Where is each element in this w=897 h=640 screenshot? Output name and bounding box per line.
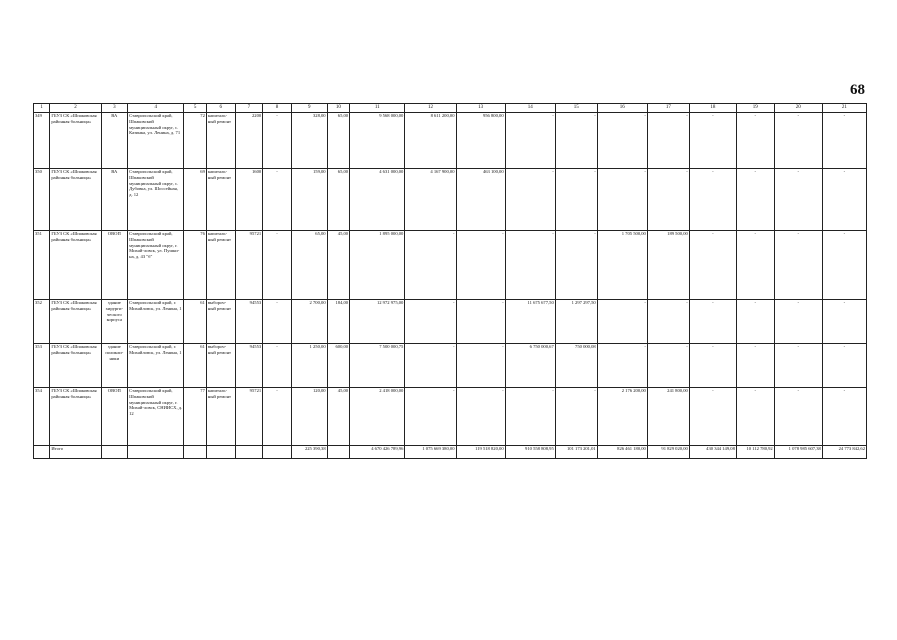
column-header: 18	[689, 104, 736, 113]
table-cell: -	[736, 344, 774, 388]
table-cell: выбороч-ный ремонт	[206, 300, 235, 344]
table-cell: 2200	[235, 113, 263, 169]
column-header: 19	[736, 104, 774, 113]
column-header: 12	[405, 104, 456, 113]
table-cell: Ставропольский край, г. Михайловск, ул. Ленина, 1	[128, 300, 184, 344]
table-cell: -	[647, 300, 689, 344]
table-cell: 4 167 900,00	[405, 169, 456, 231]
table-cell: 1 705 500,00	[597, 231, 647, 300]
table-body	[34, 104, 867, 459]
table-cell: капиталь-ный ремонт	[206, 113, 235, 169]
total-cell: 1 075 669 380,00	[405, 446, 456, 459]
total-cell: 91 829 020,00	[647, 446, 689, 459]
table-cell: -	[774, 231, 822, 300]
table-cell: 184,00	[327, 300, 350, 344]
table-cell: 750 000,08	[555, 344, 597, 388]
table-cell: -	[405, 388, 456, 446]
table-cell: 9 568 000,00	[350, 113, 405, 169]
table-cell: 6 750 000,67	[505, 344, 555, 388]
total-cell	[327, 446, 350, 459]
table-row	[34, 231, 867, 300]
table-cell: 353	[34, 344, 50, 388]
table-cell: здание хирурги-ческого корпуса	[101, 300, 128, 344]
total-label: Итого	[50, 446, 101, 459]
table-cell: 45,00	[327, 231, 350, 300]
table-cell: -	[456, 300, 505, 344]
total-cell: 1 078 985 607,38	[774, 446, 822, 459]
table-cell: 72	[184, 113, 207, 169]
table-cell: -	[774, 169, 822, 231]
table-cell: 76	[184, 231, 207, 300]
table-cell: 65,00	[327, 113, 350, 169]
table-cell: -	[689, 344, 736, 388]
table-row	[34, 300, 867, 344]
total-cell	[184, 446, 207, 459]
table-cell: капиталь-ный ремонт	[206, 388, 235, 446]
table-cell: ГБУЗ СК «Шпаковская районная больница»	[50, 231, 101, 300]
table-cell: 2 176 200,00	[597, 388, 647, 446]
total-cell: 225 390,38	[291, 446, 327, 459]
column-header: 14	[505, 104, 555, 113]
table-cell: 45,00	[327, 388, 350, 446]
table-cell: капиталь-ный ремонт	[206, 169, 235, 231]
table-cell: 328,00	[291, 113, 327, 169]
total-cell: 826 461 180,00	[597, 446, 647, 459]
column-header: 1	[34, 104, 50, 113]
table-cell: -	[505, 169, 555, 231]
table-cell: -	[822, 231, 866, 300]
total-cell: 101 173 201,01	[555, 446, 597, 459]
header-row	[34, 104, 867, 113]
table-cell: -	[822, 344, 866, 388]
total-cell: 119 518 820,00	[456, 446, 505, 459]
table-cell: 1600	[235, 169, 263, 231]
total-cell	[206, 446, 235, 459]
table-cell: 352	[34, 300, 50, 344]
total-cell: 24 773 842,62	[822, 446, 866, 459]
total-cell: 910 558 808,95	[505, 446, 555, 459]
total-cell	[34, 446, 50, 459]
table-cell: ГБУЗ СК «Шпаковская районная больница»	[50, 300, 101, 344]
table-cell: -	[263, 113, 292, 169]
table-cell: -	[263, 300, 292, 344]
table-cell: 11 675 677,50	[505, 300, 555, 344]
column-header: 8	[263, 104, 292, 113]
total-cell	[101, 446, 128, 459]
table-cell: -	[647, 113, 689, 169]
table-row	[34, 169, 867, 231]
table-cell: 956 800,00	[456, 113, 505, 169]
table-cell: 189 500,00	[647, 231, 689, 300]
table-cell: 120,00	[291, 388, 327, 446]
table-cell: -	[822, 300, 866, 344]
table-cell: 463 100,00	[456, 169, 505, 231]
table-cell: 94553	[235, 344, 263, 388]
table-cell: 241 800,00	[647, 388, 689, 446]
table-cell: -	[736, 169, 774, 231]
table-row	[34, 388, 867, 446]
table-cell: -	[597, 344, 647, 388]
table-cell: 8 611 200,00	[405, 113, 456, 169]
table-cell: -	[405, 300, 456, 344]
table-cell: здание поликли-ники	[101, 344, 128, 388]
column-header: 3	[101, 104, 128, 113]
table-cell: -	[405, 344, 456, 388]
table-cell: Ставропольский край, Шпаковский муниципальный округ, г. Михай-ловск, ул. Пушки-на, д. 43 "б"	[128, 231, 184, 300]
table-cell: -	[555, 113, 597, 169]
table-cell: -	[689, 388, 736, 446]
table-cell: -	[263, 169, 292, 231]
table-cell: -	[405, 231, 456, 300]
table-cell: -	[647, 169, 689, 231]
table-cell: -	[647, 344, 689, 388]
table-cell: -	[736, 388, 774, 446]
total-row	[34, 446, 867, 459]
table-cell: -	[736, 113, 774, 169]
total-cell	[235, 446, 263, 459]
table-cell: -	[597, 169, 647, 231]
table-cell: -	[456, 344, 505, 388]
column-header: 4	[128, 104, 184, 113]
table-cell: 61	[184, 300, 207, 344]
table-cell: -	[774, 388, 822, 446]
table-cell: -	[456, 388, 505, 446]
table-cell: -	[456, 231, 505, 300]
table-cell: 65,00	[291, 231, 327, 300]
table-cell: -	[555, 169, 597, 231]
table-cell: 350	[34, 169, 50, 231]
column-header: 6	[206, 104, 235, 113]
table-cell: 69	[184, 169, 207, 231]
column-header: 13	[456, 104, 505, 113]
total-cell	[263, 446, 292, 459]
table-cell: капиталь-ный ремонт	[206, 231, 235, 300]
table-cell: ОВОП	[101, 231, 128, 300]
table-cell: -	[555, 231, 597, 300]
table-cell: -	[505, 113, 555, 169]
table-cell: 94553	[235, 300, 263, 344]
column-header: 5	[184, 104, 207, 113]
total-cell	[128, 446, 184, 459]
table-cell: -	[822, 113, 866, 169]
table-cell: 65,00	[327, 169, 350, 231]
column-header: 20	[774, 104, 822, 113]
table-cell: -	[822, 169, 866, 231]
repair-program-table	[33, 103, 867, 459]
table-cell: 1 297 297,50	[555, 300, 597, 344]
table-cell: 354	[34, 388, 50, 446]
table-cell: Ставропольский край, Шпаковский муниципальный округ, г. Михай-ловск, СНИИСХ, д. 12	[128, 388, 184, 446]
table-cell: -	[689, 113, 736, 169]
table-cell: -	[689, 231, 736, 300]
table-cell: ГБУЗ СК «Шпаковская районная больница»	[50, 344, 101, 388]
table-cell: Ставропольский край, Шпаковский муниципальный округ, с. Дубовка, ул. Шоссейная, д. 12	[128, 169, 184, 231]
table-cell: -	[689, 300, 736, 344]
table-cell: ОВОП	[101, 388, 128, 446]
table-cell: 7 500 000,75	[350, 344, 405, 388]
table-cell: 351	[34, 231, 50, 300]
total-cell: 430 344 149,08	[689, 446, 736, 459]
table-cell: -	[263, 344, 292, 388]
table-cell: -	[263, 388, 292, 446]
table-cell: -	[689, 169, 736, 231]
table-cell: -	[263, 231, 292, 300]
table-cell: 159,00	[291, 169, 327, 231]
table-cell: 1 250,00	[291, 344, 327, 388]
table-cell: 1 895 000,00	[350, 231, 405, 300]
table-cell: 77	[184, 388, 207, 446]
table-cell: Ставропольский край, Шпаковский муниципальный округ, с. Казинка, ул. Ленина, д. 71	[128, 113, 184, 169]
table-cell: -	[774, 300, 822, 344]
table-cell: 12 972 975,00	[350, 300, 405, 344]
table-cell: -	[505, 388, 555, 446]
table-cell: 600,00	[327, 344, 350, 388]
table-cell: -	[597, 300, 647, 344]
column-header: 17	[647, 104, 689, 113]
table-cell: -	[597, 113, 647, 169]
table-row	[34, 344, 867, 388]
table-cell: 4 631 000,00	[350, 169, 405, 231]
table-cell: -	[736, 300, 774, 344]
table-cell: -	[774, 113, 822, 169]
table-cell: 95721	[235, 231, 263, 300]
total-cell: 4 670 426 789,96	[350, 446, 405, 459]
total-cell: 10 112 780,92	[736, 446, 774, 459]
table-row	[34, 113, 867, 169]
table-cell: 2 418 000,00	[350, 388, 405, 446]
table-cell: выбороч-ный ремонт	[206, 344, 235, 388]
column-header: 2	[50, 104, 101, 113]
column-header: 7	[235, 104, 263, 113]
table-cell: Ставропольский край, г. Михайловск, ул. Ленина, 1	[128, 344, 184, 388]
table-cell: -	[822, 388, 866, 446]
table-cell: -	[505, 231, 555, 300]
table-cell: 61	[184, 344, 207, 388]
table-cell: 2 700,00	[291, 300, 327, 344]
column-header: 9	[291, 104, 327, 113]
page-number: 68	[850, 82, 865, 98]
table-cell: ГБУЗ СК «Шпаковская районная больница»	[50, 388, 101, 446]
column-header: 11	[350, 104, 405, 113]
table-cell: -	[774, 344, 822, 388]
table-cell: ГБУЗ СК «Шпаковская районная больница»	[50, 169, 101, 231]
table-cell: ВА	[101, 169, 128, 231]
table-cell: 349	[34, 113, 50, 169]
table-cell: 95721	[235, 388, 263, 446]
column-header: 16	[597, 104, 647, 113]
column-header: 15	[555, 104, 597, 113]
table-cell: ГБУЗ СК «Шпаковская районная больница»	[50, 113, 101, 169]
table-cell: -	[736, 231, 774, 300]
table-cell: -	[555, 388, 597, 446]
table-cell: ВА	[101, 113, 128, 169]
column-header: 10	[327, 104, 350, 113]
column-header: 21	[822, 104, 866, 113]
